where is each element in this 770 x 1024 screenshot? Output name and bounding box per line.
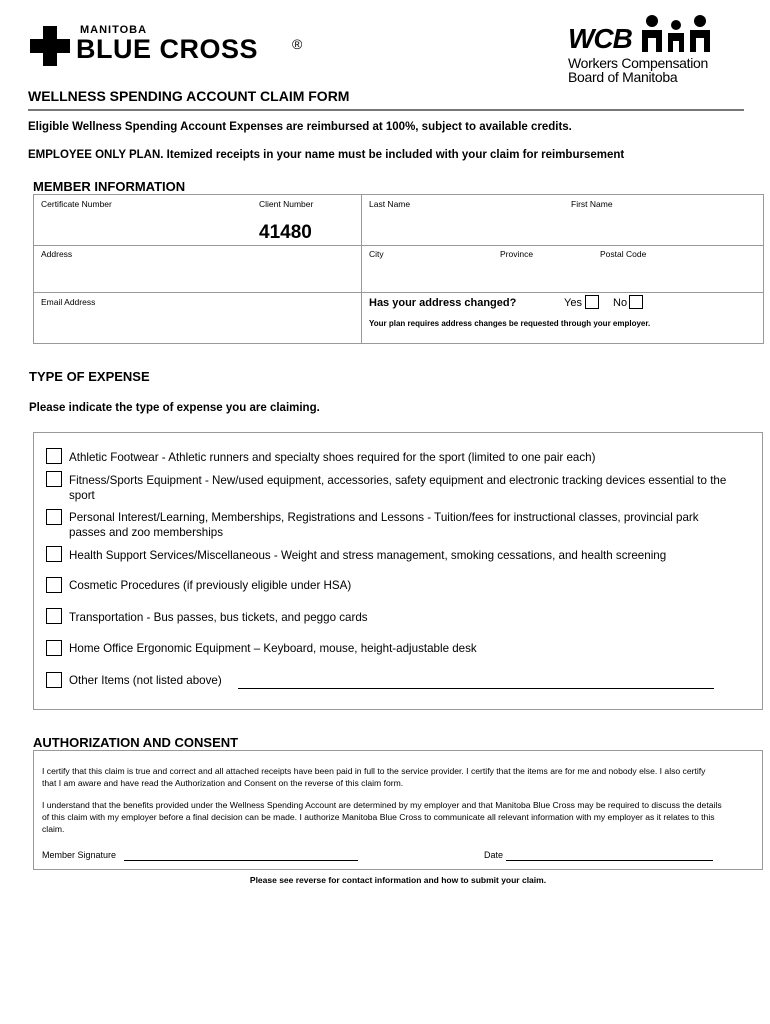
cosmetic-procedures-label: Cosmetic Procedures (if previously eligible under HSA) <box>69 579 352 592</box>
yes-checkbox[interactable] <box>585 295 599 309</box>
city-label[interactable]: City <box>369 249 384 259</box>
province-label[interactable]: Province <box>500 249 534 259</box>
client-number-label: Client Number <box>259 199 314 209</box>
other-items-line[interactable] <box>238 688 714 689</box>
other-items-checkbox[interactable] <box>46 672 62 688</box>
wcb-line2: Board of Manitoba <box>568 69 678 85</box>
registered-mark: ® <box>292 36 303 52</box>
personal-interest-label: Personal Interest/Learning, Memberships, Registrations and Lessons - Tuition/fees for instructional classes, provincial park passes and zoo memberships <box>69 511 699 539</box>
intro-line-2: EMPLOYEE ONLY PLAN. Itemized receipts in your name must be included with your claim for reimbursement <box>28 149 625 161</box>
form-title: WELLNESS SPENDING ACCOUNT CLAIM FORM <box>28 88 350 104</box>
expense-instruction: Please indicate the type of expense you are claiming. <box>29 402 320 414</box>
cross-icon <box>30 26 70 66</box>
blue-cross-logo <box>30 22 320 68</box>
people-icon <box>640 14 730 54</box>
home-office-checkbox[interactable] <box>46 640 62 656</box>
fitness-equipment-label: Fitness/Sports Equipment - New/used equipment, accessories, safety equipment and electronic tracking devices essential to the sport <box>69 474 727 502</box>
last-name-label[interactable]: Last Name <box>369 199 411 209</box>
fitness-equipment-checkbox[interactable] <box>46 471 62 487</box>
authorization-box <box>33 750 763 870</box>
member-signature-label: Member Signature <box>42 850 117 860</box>
expense-options-box <box>33 432 763 710</box>
understand-paragraph: I understand that the benefits provided under the Wellness Spending Account are determined by my employer and that Manitoba Blue Cross may be required to discuss the details of this claim with my employer before a final decision can be made. I authorize Manitoba Blue Cross to communicate all relevant information with my employer as it relates to this claim. <box>42 800 722 834</box>
certificate-number-label: Certificate Number <box>41 199 112 209</box>
personal-interest-checkbox[interactable] <box>46 509 62 525</box>
title-divider <box>28 109 744 111</box>
athletic-footwear-label: Athletic Footwear - Athletic runners and specialty shoes required for the sport (limited to one pair each) <box>69 451 596 464</box>
transportation-label: Transportation - Bus passes, bus tickets, and peggo cards <box>69 611 368 624</box>
athletic-footwear-checkbox[interactable] <box>46 448 62 464</box>
home-office-label: Home Office Ergonomic Equipment – Keyboard, mouse, height-adjustable desk <box>69 642 477 655</box>
transportation-checkbox[interactable] <box>46 608 62 624</box>
wcb-letters: WCB <box>568 23 632 54</box>
member-signature-line[interactable] <box>124 860 358 861</box>
other-items-label: Other Items (not listed above) <box>69 674 222 687</box>
expense-title: TYPE OF EXPENSE <box>29 369 150 384</box>
certify-paragraph: I certify that this claim is true and correct and all attached receipts have been paid in full to the service provider. I certify that the items are for me and nobody else. I also certify that I am aware and have read the Authorization and Consent on the reverse of this claim form. <box>42 766 706 788</box>
member-info-box <box>33 194 764 344</box>
client-number-value: 41480 <box>259 222 312 243</box>
address-change-note: Your plan requires address changes be requested through your employer. <box>369 319 651 328</box>
yes-label: Yes <box>564 297 582 309</box>
wcb-line1: Workers Compensation <box>568 55 709 71</box>
first-name-label[interactable]: First Name <box>571 199 613 209</box>
address-label[interactable]: Address <box>41 249 73 259</box>
date-label: Date <box>484 850 504 860</box>
address-changed-question: Has your address changed? <box>369 297 517 309</box>
health-support-label: Health Support Services/Miscellaneous - Weight and stress management, smoking cessations, and health screening <box>69 549 667 562</box>
cosmetic-procedures-checkbox[interactable] <box>46 577 62 593</box>
wcb-logo <box>566 14 746 86</box>
health-support-checkbox[interactable] <box>46 546 62 562</box>
member-info-title: MEMBER INFORMATION <box>33 179 186 194</box>
footer-note: Please see reverse for contact information and how to submit your claim. <box>249 875 547 885</box>
intro-line-1: Eligible Wellness Spending Account Expenses are reimbursed at 100%, subject to available credits. <box>28 121 572 133</box>
logo-blue-cross-text: BLUE CROSS <box>76 34 259 64</box>
no-checkbox[interactable] <box>629 295 643 309</box>
postal-code-label[interactable]: Postal Code <box>600 249 647 259</box>
date-line[interactable] <box>506 860 713 861</box>
logo-manitoba-text: MANITOBA <box>80 24 148 36</box>
authorization-title: AUTHORIZATION AND CONSENT <box>33 735 239 750</box>
no-label: No <box>613 297 628 309</box>
email-address-label[interactable]: Email Address <box>41 297 96 307</box>
